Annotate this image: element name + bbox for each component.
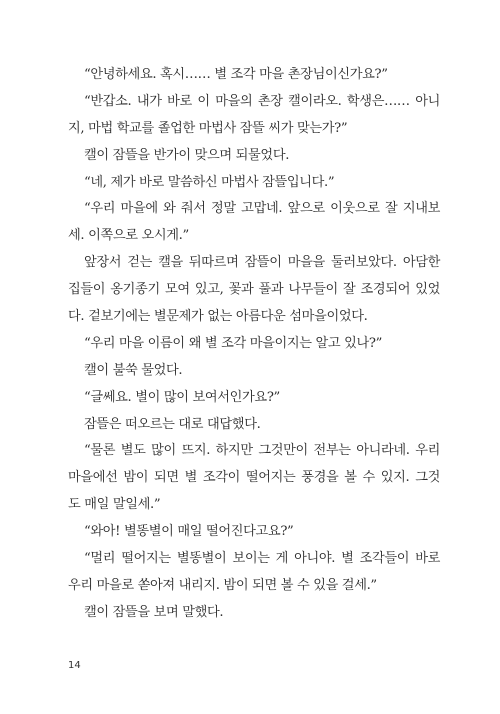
text-line: 우리 마을로 쏟아져 내리지. 밤이 되면 볼 수 있을 걸세.” [68, 577, 377, 593]
text-line: 도 매일 말일세.” [68, 497, 161, 513]
text-line: 캘이 잠뜰을 보며 말했다. [84, 604, 224, 620]
text-line: 집들이 옹기종기 모여 있고, 꽃과 풀과 나무들이 잘 조경되어 있었 [68, 282, 440, 298]
text-line: “글쎄요. 별이 많이 보여서인가요?” [84, 389, 280, 405]
text-line: “물론 별도 많이 뜨지. 하지만 그것만이 전부는 아니라네. 우리 [84, 443, 440, 459]
text-line: 다. 겉보기에는 별문제가 없는 아름다운 섬마을이었다. [68, 309, 368, 325]
text-line: 세. 이쪽으로 오시게.” [68, 228, 189, 244]
text-line: “우리 마을에 와 줘서 정말 고맙네. 앞으로 이웃으로 잘 지내보 [84, 201, 440, 217]
text-line: 앞장서 걷는 캘을 뒤따르며 잠뜰이 마을을 둘러보았다. 아담한 [84, 255, 440, 271]
text-line: “반갑소. 내가 바로 이 마을의 촌장 캘이라오. 학생은…… 아니 [84, 93, 440, 109]
text-line: “와아! 별똥별이 매일 떨어진다고요?” [84, 524, 294, 540]
text-line: 마을에선 밤이 되면 별 조각이 떨어지는 풍경을 볼 수 있지. 그것 [68, 470, 440, 486]
text-line: “멀리 떨어지는 별똥별이 보이는 게 아니야. 별 조각들이 바로 [84, 551, 440, 567]
body-text [68, 62, 440, 627]
text-line: 캘이 잠뜰을 반가이 맞으며 되물었다. [84, 147, 290, 163]
text-line: “네, 제가 바로 말씀하신 마법사 잠뜰입니다.” [84, 174, 335, 190]
text-line: 지, 마법 학교를 졸업한 마법사 잠뜰 씨가 맞는가?” [68, 120, 348, 136]
page-number: 14 [68, 660, 81, 671]
text-line: “안녕하세요. 혹시…… 별 조각 마을 촌장님이신가요?” [84, 67, 388, 82]
text-line: 잠뜰은 떠오르는 대로 대답했다. [84, 416, 261, 432]
text-line: “우리 마을 이름이 왜 별 조각 마을이지는 알고 있나?” [84, 335, 383, 351]
text-line: 캘이 불쑥 물었다. [84, 362, 183, 378]
